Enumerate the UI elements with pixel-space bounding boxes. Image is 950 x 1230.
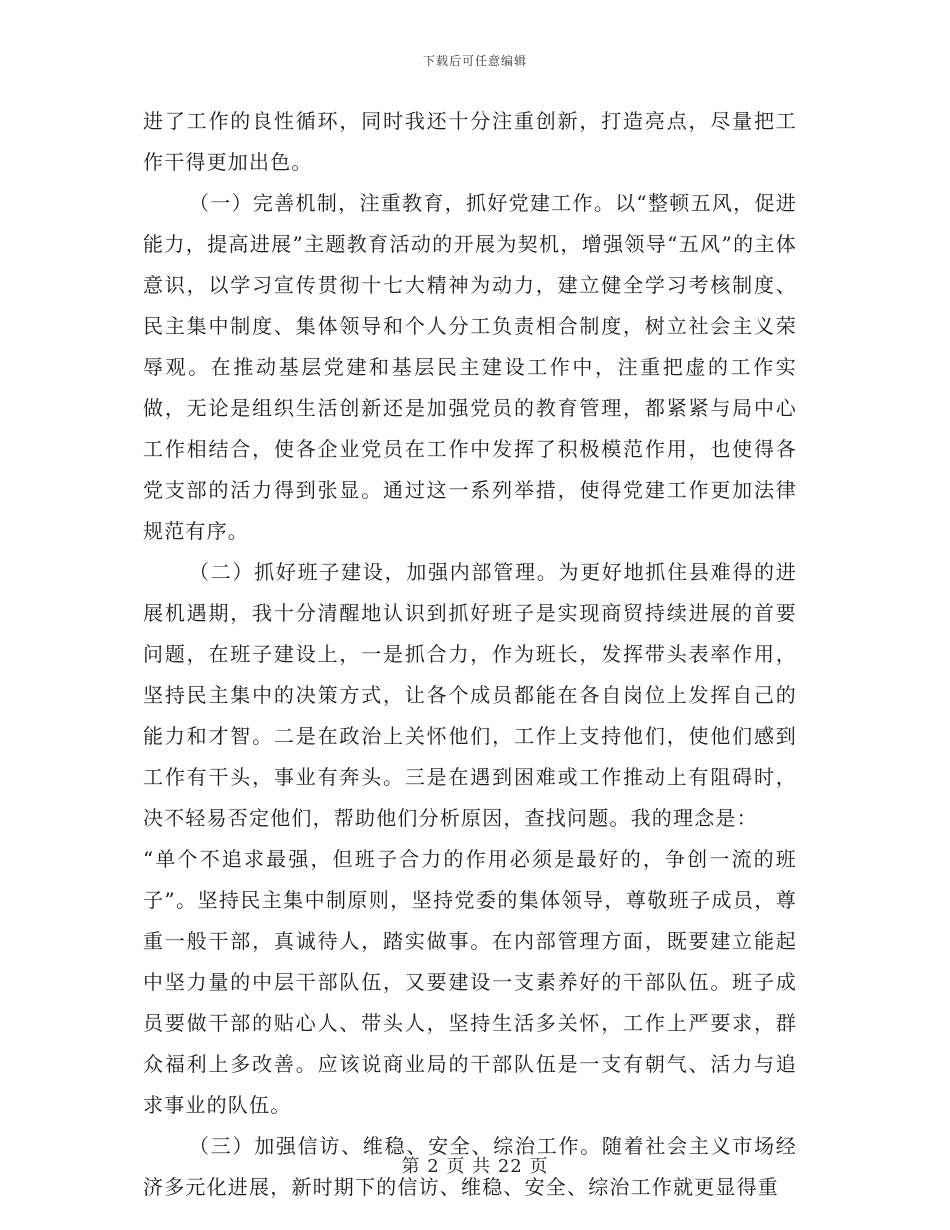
paragraph-party-building: （一）完善机制，注重教育，抓好党建工作。以“整顿五风，促进能力，提高进展”主题教育活动的开展为契机，增强领导“五风”的主体意识，以学习宣传贯彻十七大精神为动力，建立健全学习考核制度、民主集中制度、集体领导和个人分工负责相合制度，树立社会主义荣辱观。在推动基层党建和基层民主建设工作中，注重把虚的工作实做，无论是组织生活创新还是加强党员的教育管理，都紧紧与局中心工作相结合，使各企业党员在工作中发挥了积极模范作用，也使得各党支部的活力得到张显。通过这一系列举措，使得党建工作更加法律规范有序。 — [143, 191, 797, 543]
paragraph-team-building: （二）抓好班子建设，加强内部管理。为更好地抓住县难得的进展机遇期，我十分清醒地认识到抓好班子是实现商贸持续进展的首要问题，在班子建设上，一是抓合力，作为班长，发挥带头表率作用，坚持民主集中的决策方式，让各个成员都能在各自岗位上发挥自己的能力和才智。二是在政治上关怀他们，工作上支持他们，使他们感到工作有干头，事业有奔头。三是在遇到困难或工作推动上有阻碍时，决不轻易否定他们，帮助他们分析原因，查找问题。我的理念是： — [143, 560, 797, 830]
paragraph-team-motto: “单个不追求最强，但班子合力的作用必须是最好的，争创一流的班子”。坚持民主集中制原则，坚持党委的集体领导，尊敬班子成员，尊重一般干部，真诚待人，踏实做事。在内部管理方面，既要建立能起中坚力量的中层干部队伍，又要建设一支素养好的干部队伍。班子成员要做干部的贴心人、带头人，坚持生活多关怀，工作上严要求，群众福利上多改善。应该说商业局的干部队伍是一支有朝气、活力与追求事业的队伍。 — [143, 847, 797, 1117]
paragraph-continuation: 进了工作的良性循环，同时我还十分注重创新，打造亮点，尽量把工作干得更加出色。 — [143, 109, 797, 174]
page-footer: 第 2 页 共 22 页 — [401, 1156, 549, 1177]
page-header: 下载后可任意编辑 — [422, 54, 527, 68]
paragraph-petition-stability: （三）加强信访、维稳、安全、综治工作。随着社会主义市场经济多元化进展，新时期下的信访、维稳、安全、综治工作就更显得重 — [143, 1134, 797, 1199]
document-body — [143, 101, 797, 1208]
